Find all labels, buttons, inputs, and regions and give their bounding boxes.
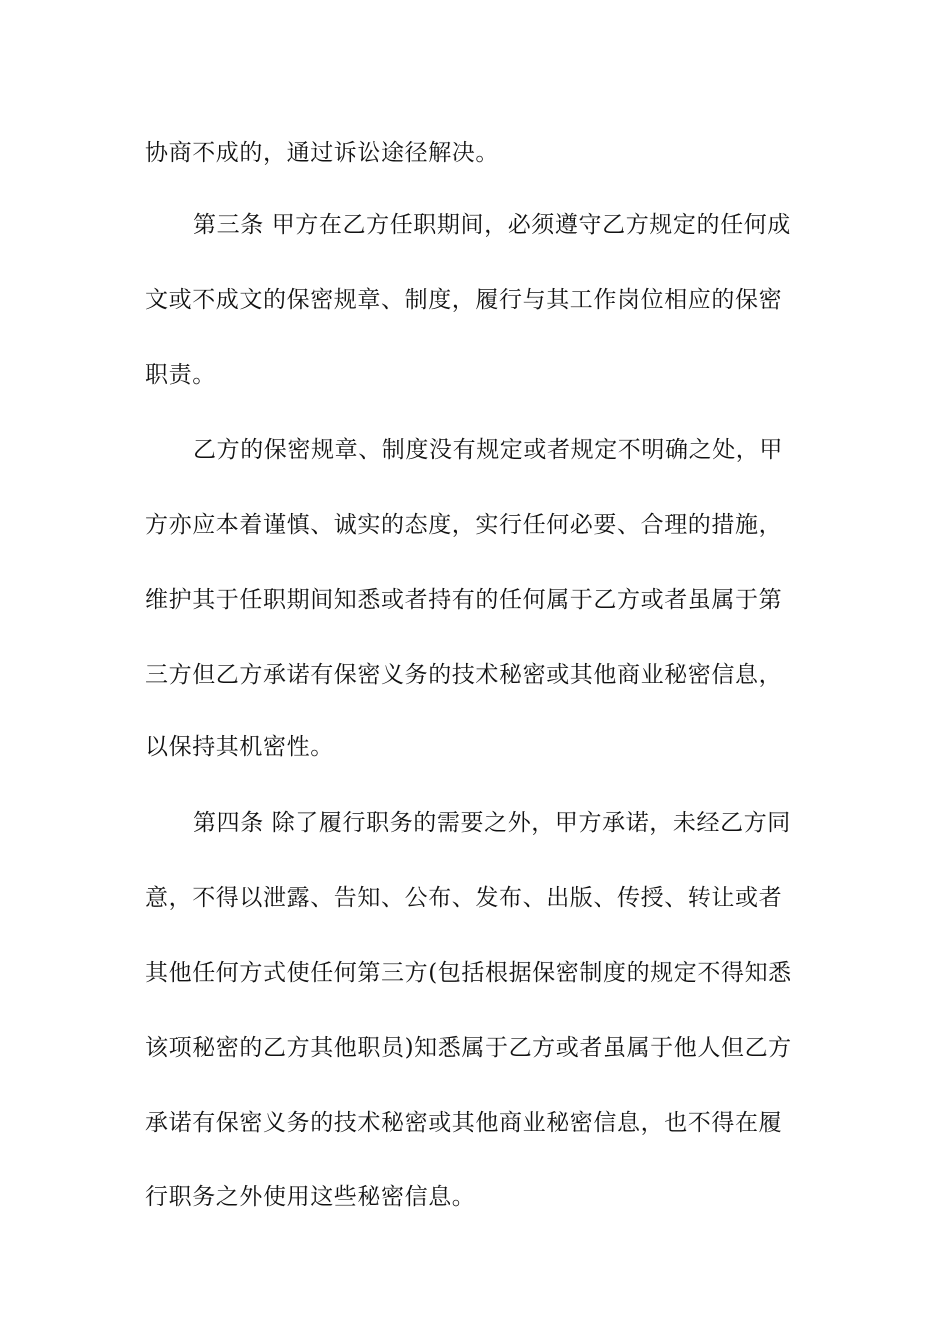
article-3-heading-line: 第三条 甲方在乙方任职期间，必须遵守乙方规定的任何成 bbox=[193, 212, 791, 238]
text-line: 职责。 bbox=[145, 362, 216, 388]
text-line: 方亦应本着谨慎、诚实的态度，实行任何必要、合理的措施， bbox=[145, 512, 783, 538]
text-line: 协商不成的，通过诉讼途径解决。 bbox=[145, 140, 499, 166]
text-line: 承诺有保密义务的技术秘密或其他商业秘密信息，也不得在履 bbox=[145, 1110, 783, 1136]
text-line: 以保持其机密性。 bbox=[145, 734, 334, 760]
text-line: 文或不成文的保密规章、制度，履行与其工作岗位相应的保密 bbox=[145, 287, 783, 313]
text-line: 行职务之外使用这些秘密信息。 bbox=[145, 1184, 476, 1210]
paragraph-start-line: 乙方的保密规章、制度没有规定或者规定不明确之处，甲 bbox=[193, 437, 783, 463]
text-line: 三方但乙方承诺有保密义务的技术秘密或其他商业秘密信息， bbox=[145, 662, 783, 688]
text-line: 其他任何方式使任何第三方(包括根据保密制度的规定不得知悉 bbox=[145, 960, 792, 986]
article-4-heading-line: 第四条 除了履行职务的需要之外，甲方承诺，未经乙方同 bbox=[193, 810, 791, 836]
text-line: 该项秘密的乙方其他职员)知悉属于乙方或者虽属于他人但乙方 bbox=[145, 1035, 792, 1061]
text-line: 维护其于任职期间知悉或者持有的任何属于乙方或者虽属于第 bbox=[145, 587, 783, 613]
text-line: 意，不得以泄露、告知、公布、发布、出版、传授、转让或者 bbox=[145, 885, 783, 911]
